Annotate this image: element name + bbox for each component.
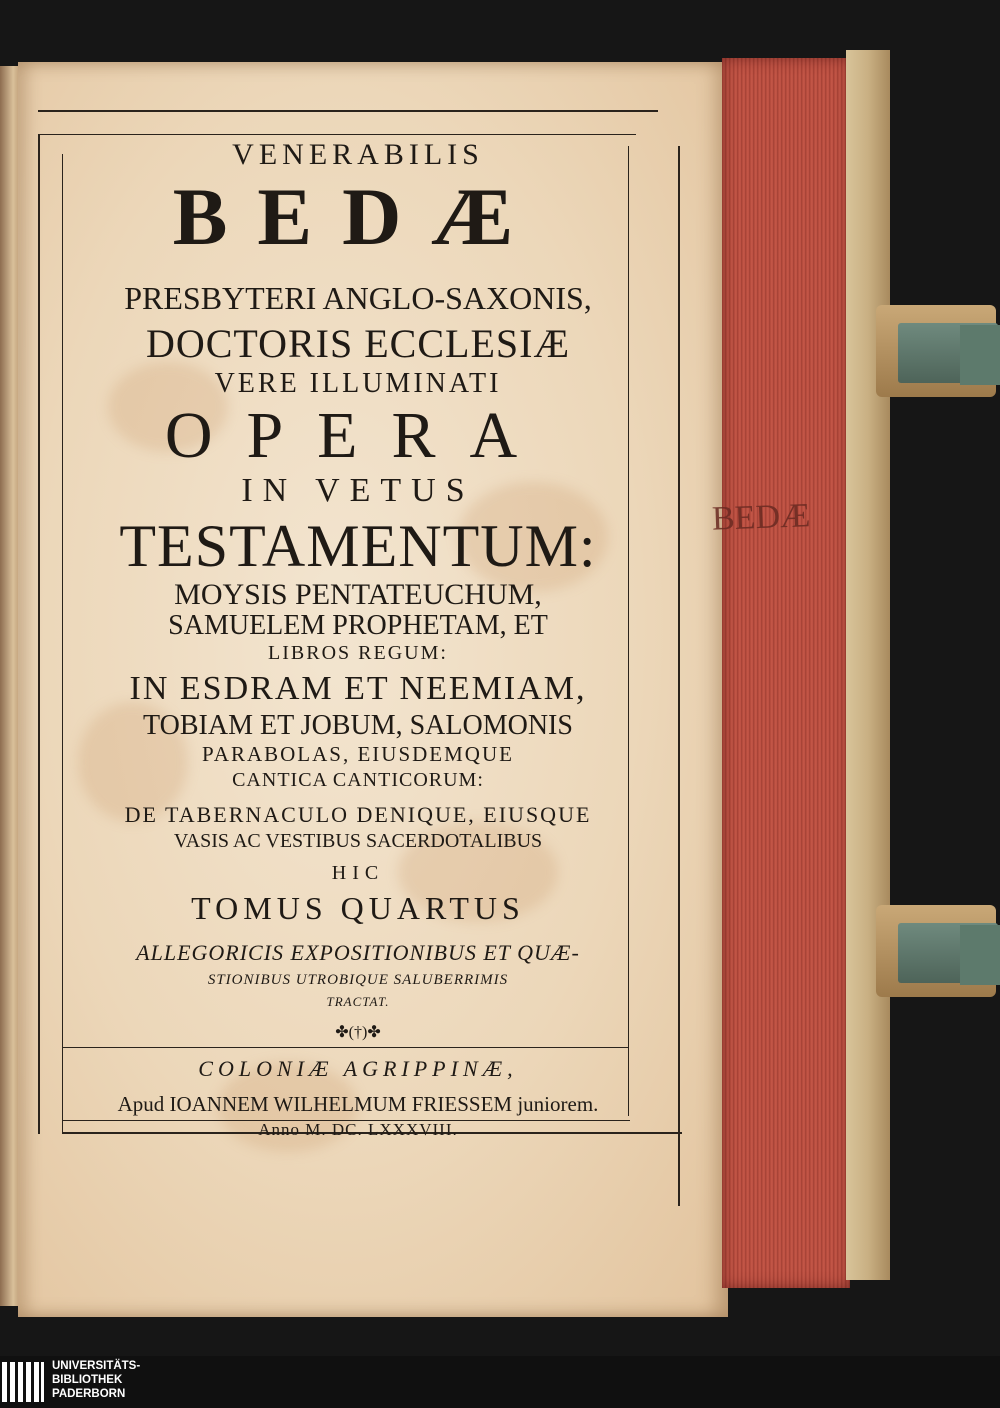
title-line-3: PRESBYTERI ANGLO-SAXONIS, <box>124 280 592 316</box>
title-page <box>18 62 728 1317</box>
title-testamentum: TESTAMENTUM: <box>119 513 597 579</box>
title-line-9: MOYSIS PENTATEUCHUM, <box>174 578 542 611</box>
title-line-14: PARABOLAS, EIUSDEMQUE <box>202 742 514 766</box>
title-line-4: DOCTORIS ECCLESIÆ <box>145 321 571 366</box>
frame-left-outer <box>38 134 40 1134</box>
title-volume: TOMUS QUARTUS <box>191 890 525 926</box>
lower-strap <box>960 925 1000 985</box>
title-line-18: HIC <box>331 862 385 884</box>
printer-ornament: ✤(†)✤ <box>335 1024 381 1041</box>
title-line-11: LIBROS REGUM: <box>268 642 448 664</box>
title-opera: OPERA <box>164 399 552 472</box>
title-line-17: VASIS AC VESTIBUS SACERDOTALIBUS <box>173 830 543 852</box>
imprint-rule <box>62 1047 628 1048</box>
title-line-20: ALLEGORICIS EXPOSITIONIBUS ET QUÆ- <box>136 940 580 965</box>
frame-right-outer <box>678 146 680 1206</box>
library-name-line-1: UNIVERSITÄTS- <box>52 1360 141 1372</box>
imprint-place: COLONIÆ AGRIPPINÆ, <box>198 1056 518 1081</box>
title-line-5: VERE ILLUMINATI <box>214 368 502 399</box>
title-line-1: VENERABILIS <box>232 138 484 171</box>
author-name: BEDÆ <box>172 171 544 262</box>
library-footer <box>0 1356 1000 1408</box>
upper-strap <box>960 325 1000 385</box>
library-logo-icon <box>0 1360 46 1404</box>
title-line-7: IN VETUS <box>241 472 475 509</box>
frame-top-inner <box>38 134 636 135</box>
spine-label: BEDÆ <box>711 497 811 538</box>
vellum-binding <box>846 50 890 1280</box>
title-line-10: SAMUELEM PROPHETAM, ET <box>168 610 548 641</box>
title-line-16: DE TABERNACULO DENIQUE, EIUSQUE <box>124 802 592 827</box>
library-name-line-2: BIBLIOTHEK <box>52 1374 123 1386</box>
title-line-21: STIONIBUS UTROBIQUE SALUBERRIMIS <box>207 972 509 988</box>
imprint-printer: Apud IOANNEM WILHELMUM FRIESSEM juniorem. <box>117 1092 599 1116</box>
imprint-year: Anno M. DC. LXXXVIII. <box>258 1120 458 1139</box>
red-fore-edge <box>722 58 850 1288</box>
library-name <box>52 1359 140 1401</box>
library-name-line-3: PADERBORN <box>52 1388 126 1400</box>
frame-top-outer <box>38 110 658 112</box>
title-line-15: CANTICA CANTICORUM: <box>232 769 484 791</box>
title-line-22: TRACTAT. <box>326 994 390 1009</box>
title-line-12: IN ESDRAM ET NEEMIAM, <box>129 670 587 707</box>
title-line-13: TOBIAM ET JOBUM, SALOMONIS <box>143 710 573 741</box>
